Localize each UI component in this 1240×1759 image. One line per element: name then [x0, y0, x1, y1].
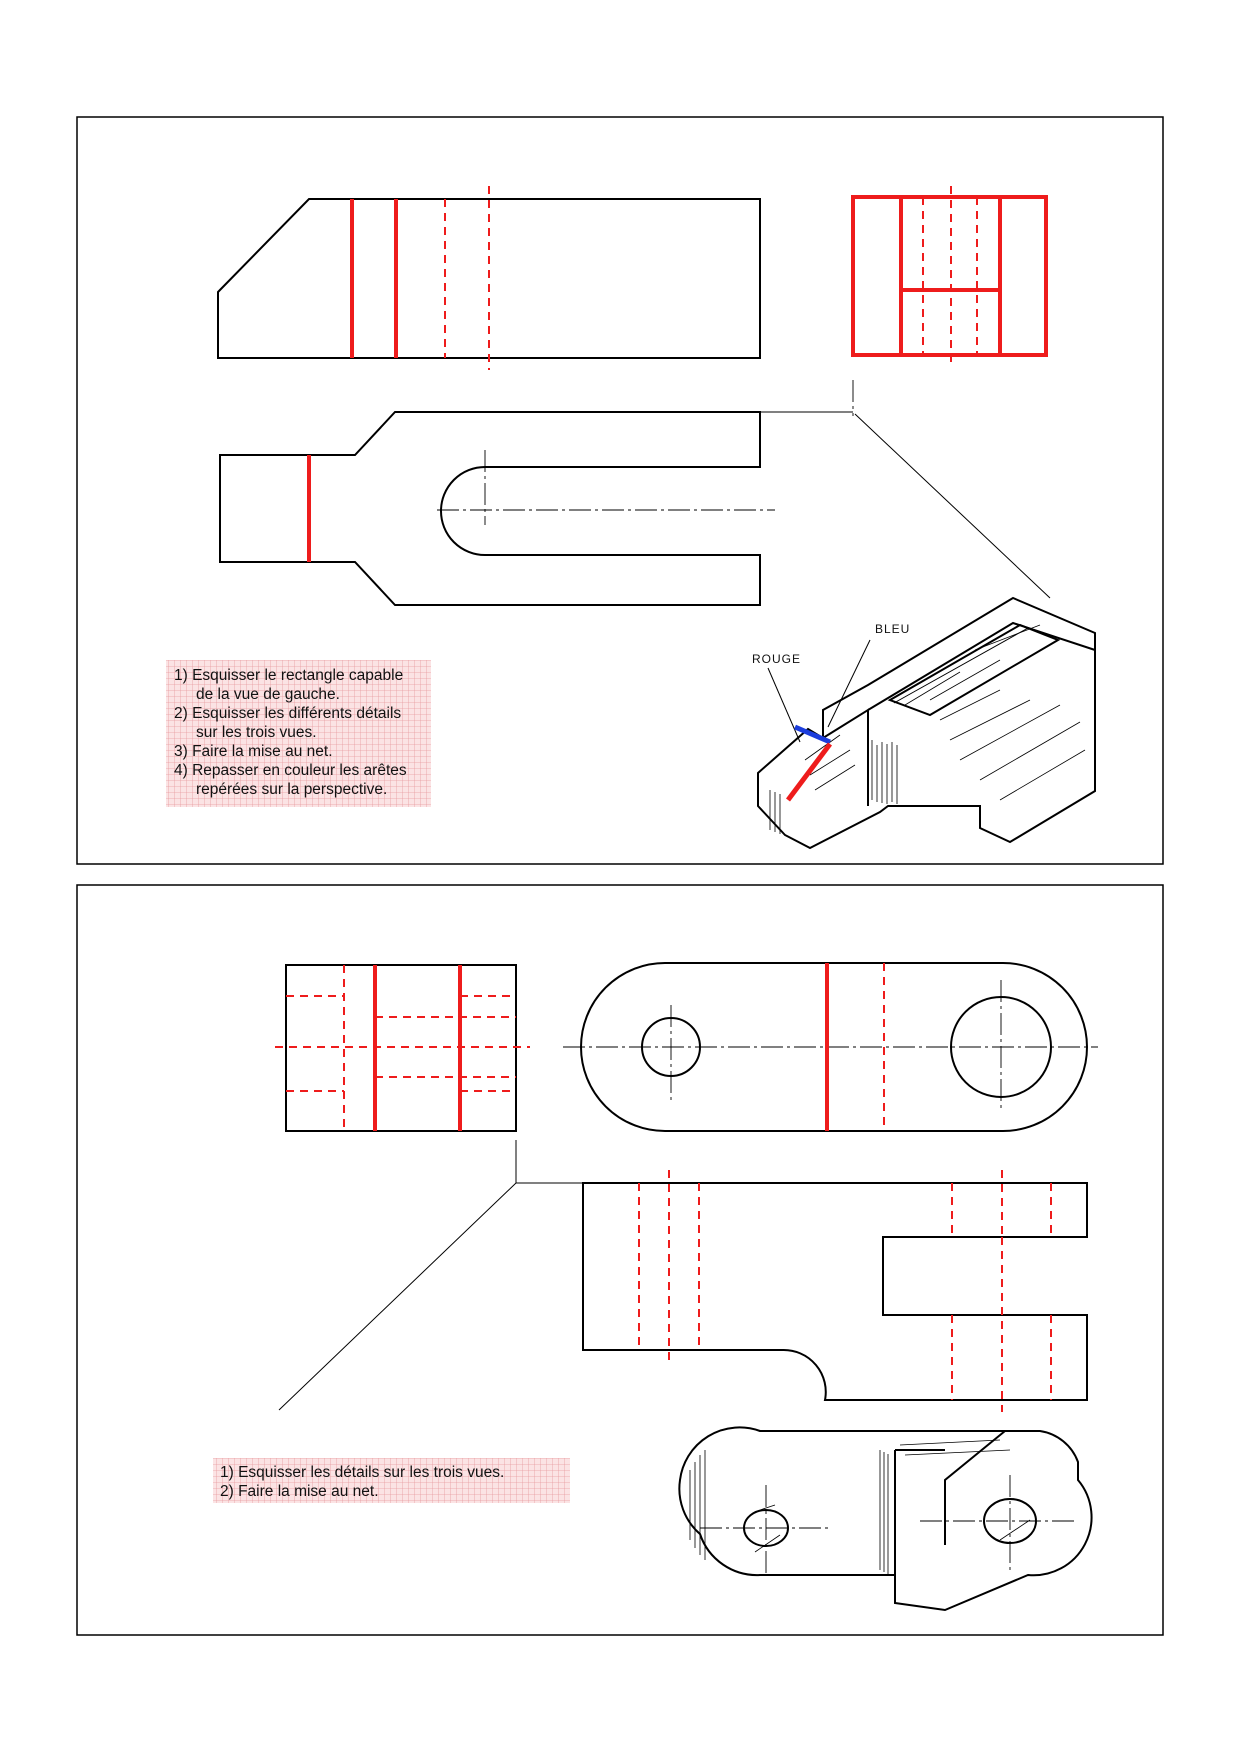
ex1-instructions — [166, 660, 431, 807]
svg-text:3) Faire la mise au net.: 3) Faire la mise au net. — [174, 743, 333, 760]
ex2-instructions — [213, 1458, 570, 1503]
svg-text:2) Faire la mise au net.: 2) Faire la mise au net. — [220, 1483, 379, 1500]
svg-text:de la vue de gauche.: de la vue de gauche. — [196, 686, 340, 703]
label-bleu: BLEU — [875, 622, 911, 636]
svg-text:repérées sur la perspective.: repérées sur la perspective. — [196, 781, 388, 798]
svg-text:1) Esquisser les détails sur l: 1) Esquisser les détails sur les trois vues. — [220, 1464, 505, 1481]
label-rouge: ROUGE — [752, 652, 802, 666]
svg-text:4) Repasser en couleur les arê: 4) Repasser en couleur les arêtes — [174, 762, 407, 779]
svg-text:2) Esquisser les différents dé: 2) Esquisser les différents détails — [174, 705, 402, 722]
svg-text:sur les trois vues.: sur les trois vues. — [196, 724, 317, 741]
svg-text:1) Esquisser le rectangle capa: 1) Esquisser le rectangle capable — [174, 667, 404, 684]
